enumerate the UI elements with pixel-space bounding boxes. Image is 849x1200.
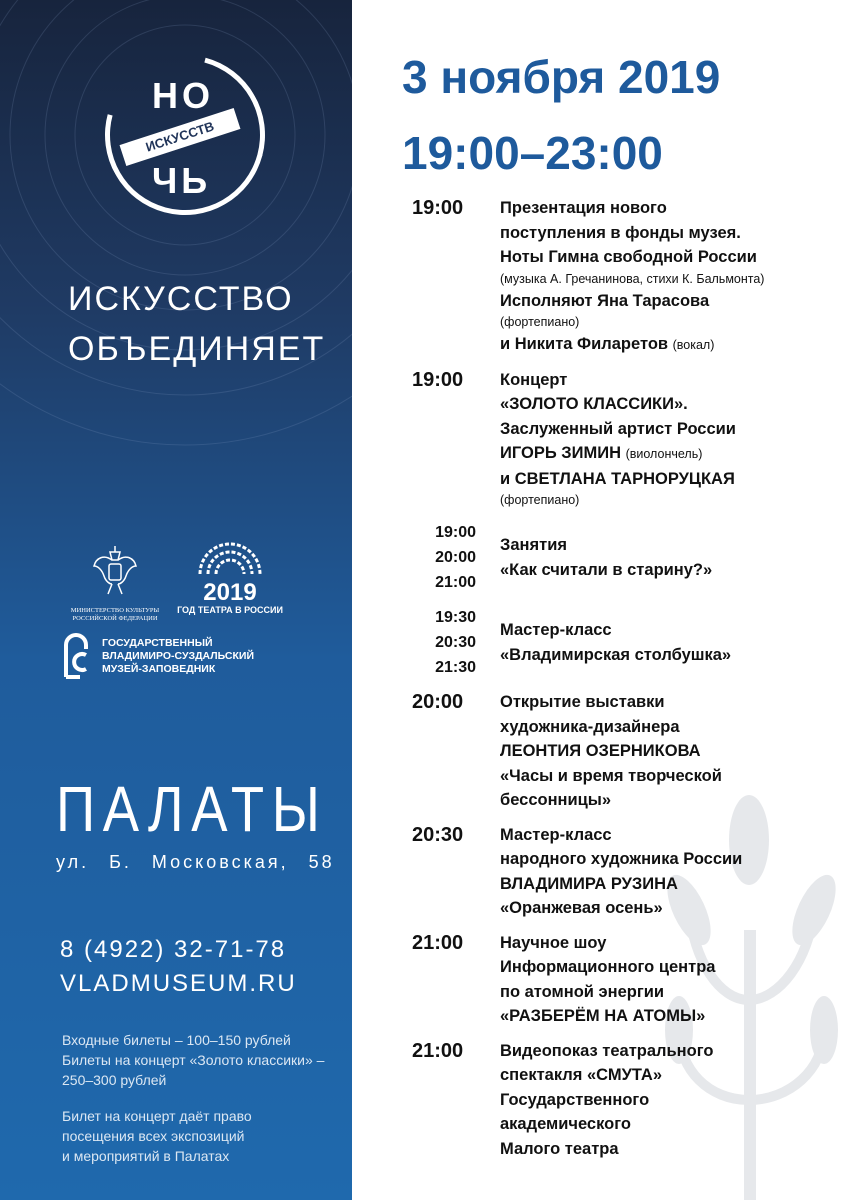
schedule-description — [500, 823, 842, 921]
phone-number: 8 (4922) 32-71-78 — [60, 936, 287, 963]
performer-note: (вокал) — [672, 338, 715, 352]
description-text: Мастер-класс — [500, 621, 612, 639]
schedule-time: 19:00 — [412, 197, 464, 219]
schedule-list — [412, 196, 842, 1171]
schedule-times — [412, 690, 500, 813]
schedule-item — [412, 368, 842, 511]
description-text: Заслуженный артист России — [500, 419, 736, 438]
ministry-logo: МИНИСТЕРСТВО КУЛЬТУРЫ РОССИЙСКОЙ ФЕДЕРАЦИИ — [60, 540, 170, 623]
schedule-description — [500, 1039, 842, 1162]
performer-note: (музыка А. Гречанинова, стихи К. Бальмонта) — [500, 271, 765, 286]
description-text: академического — [500, 1115, 631, 1133]
description-line — [500, 289, 842, 314]
description-text: Презентация нового — [500, 199, 667, 217]
event-hours: 19:00–23:00 — [402, 127, 663, 179]
description-text: бессонницы» — [500, 791, 612, 809]
schedule-time: 20:30 — [412, 823, 464, 846]
schedule-times — [412, 605, 500, 680]
description-line — [500, 313, 842, 332]
description-text: Информационного центра — [500, 958, 716, 976]
schedule-description — [500, 368, 842, 511]
theatre-arc-icon — [195, 540, 265, 576]
year-of-theatre-logo: 2019 ГОД ТЕАТРА В РОССИИ — [170, 540, 290, 615]
description-line — [500, 955, 842, 980]
description-line — [500, 332, 842, 358]
description-line — [500, 1112, 842, 1137]
slogan-line: ИСКУССТВО — [68, 280, 294, 318]
right-panel — [352, 0, 849, 1200]
description-line — [500, 392, 842, 417]
description-text: художника-дизайнера — [500, 717, 680, 736]
description-line — [500, 368, 842, 393]
description-line — [500, 491, 842, 510]
description-line — [500, 417, 842, 442]
description-line — [500, 270, 842, 289]
schedule-times — [412, 196, 500, 358]
performer-note: (фортепиано) — [500, 493, 580, 507]
description-line — [500, 245, 842, 270]
museum-emblem-icon — [62, 633, 92, 679]
schedule-time: 20:00 — [412, 691, 464, 713]
ticket-note: Билет на концерт даёт право посещения всех экспозиций и мероприятий в Палатах — [62, 1108, 252, 1164]
event-date: 3 ноября 2019 — [402, 51, 721, 103]
description-text: и Никита Филаретов — [500, 335, 673, 353]
description-line — [500, 739, 842, 764]
schedule-time: 19:00 — [435, 524, 476, 541]
description-line — [500, 618, 842, 643]
schedule-item — [412, 931, 842, 1029]
schedule-description — [500, 690, 842, 813]
schedule-times — [412, 931, 500, 1029]
schedule-item — [412, 690, 842, 813]
description-line — [500, 896, 842, 921]
description-text: ИГОРЬ ЗИМИН — [500, 444, 626, 462]
ticket-prices: Входные билеты – 100–150 рублей Билеты на концерт «Золото классики» – 250–300 рублей — [62, 1032, 325, 1088]
schedule-time: 21:30 — [435, 659, 476, 676]
schedule-item — [412, 196, 842, 358]
performer-note: (фортепиано) — [500, 315, 580, 329]
description-line — [500, 1063, 842, 1088]
description-line — [500, 1039, 842, 1064]
description-text: Открытие выставки — [500, 693, 665, 711]
schedule-time: 21:00 — [412, 1039, 464, 1062]
schedule-description — [500, 618, 842, 667]
schedule-description — [500, 931, 842, 1029]
description-text: «Оранжевая осень» — [500, 899, 663, 917]
museum-logo: ГОСУДАРСТВЕННЫЙ ВЛАДИМИРО-СУЗДАЛЬСКИЙ МУЗЕЙ-ЗАПОВЕДНИК — [62, 633, 254, 679]
description-text: спектакля «СМУТА» — [500, 1066, 663, 1084]
schedule-item — [412, 1039, 842, 1162]
description-text: народного художника России — [500, 850, 743, 868]
schedule-item — [412, 823, 842, 921]
description-text: Концерт — [500, 370, 568, 389]
schedule-time: 20:00 — [435, 549, 476, 566]
description-line — [500, 467, 842, 492]
description-line — [500, 196, 842, 221]
description-line — [500, 1004, 842, 1029]
description-text: Мастер-класс — [500, 825, 612, 844]
description-text: и СВЕТЛАНА ТАРНОРУЦКАЯ — [500, 469, 735, 488]
description-line — [500, 221, 842, 246]
description-line — [500, 533, 842, 558]
venue-name: ПАЛАТЫ — [56, 773, 328, 845]
description-text: ВЛАДИМИРА РУЗИНА — [500, 874, 678, 893]
description-line — [500, 690, 842, 715]
description-text: по атомной энергии — [500, 982, 665, 1001]
schedule-description — [500, 196, 842, 358]
description-line — [500, 847, 842, 872]
description-line — [500, 931, 842, 956]
left-panel: НО ИСКУССТВ ЧЬ ИСКУССТВО ОБЪЕДИНЯЕТ МИНИСТЕРСТВО КУЛЬТУРЫ РОССИЙСКОЙ ФЕДЕРАЦИИ 2019 ГОД ТЕАТРА В РОССИИ ГОСУДАРСТВЕННЫЙ ВЛАДИМИРО-СУЗДАЛЬСКИЙ МУЗЕЙ-ЗАПОВЕДНИК ПАЛАТЫ ул. Б. Московская, 58 8 (4922) 32-71-78 VLADMUSEUM.RU Входные билеты – 100–150 рублей Билеты на концерт «Золото классики» – 250–300 рублей Билет на концерт даёт право посещения всех экспозиций и мероприятий в Палатах — [0, 0, 352, 1200]
description-text: «РАЗБЕРЁМ НА АТОМЫ» — [500, 1007, 706, 1025]
schedule-description — [500, 533, 842, 582]
description-line — [500, 823, 842, 848]
website-link[interactable]: VLADMUSEUM.RU — [60, 970, 297, 997]
description-text: «Как считали в старину?» — [500, 560, 713, 579]
slogan-line: ОБЪЕДИНЯЕТ — [68, 330, 326, 368]
schedule-times — [412, 368, 500, 511]
description-line — [500, 643, 842, 668]
description-line — [500, 1088, 842, 1113]
venue-address: ул. Б. Московская, 58 — [56, 852, 335, 872]
description-text: Научное шоу — [500, 933, 607, 952]
description-text: «ЗОЛОТО КЛАССИКИ». — [500, 395, 688, 413]
schedule-times — [412, 520, 500, 595]
description-line — [500, 1137, 842, 1162]
description-text: Государственного — [500, 1090, 650, 1109]
description-line — [500, 788, 842, 813]
schedule-item — [412, 605, 842, 680]
description-text: Видеопоказ театрального — [500, 1041, 714, 1060]
description-text: поступления в фонды музея. — [500, 223, 741, 242]
schedule-time: 20:30 — [435, 634, 476, 651]
schedule-item — [412, 520, 842, 595]
eagle-emblem-icon — [90, 540, 140, 598]
description-line — [500, 764, 842, 789]
schedule-time: 19:00 — [412, 368, 464, 391]
description-line — [500, 980, 842, 1005]
description-line — [500, 558, 842, 583]
description-line — [500, 441, 842, 467]
description-text: «Владимирская столбушка» — [500, 645, 732, 664]
description-text: ЛЕОНТИЯ ОЗЕРНИКОВА — [500, 742, 701, 760]
description-text: Исполняют Яна Тарасова — [500, 291, 710, 310]
description-text: Занятия — [500, 536, 567, 554]
description-text: Ноты Гимна свободной России — [500, 248, 757, 266]
performer-note: (виолончель) — [625, 447, 703, 461]
description-line — [500, 872, 842, 897]
schedule-time: 19:30 — [435, 609, 476, 626]
description-line — [500, 715, 842, 740]
schedule-time: 21:00 — [412, 931, 464, 954]
schedule-times — [412, 1039, 500, 1162]
schedule-times — [412, 823, 500, 921]
description-text: «Часы и время творческой — [500, 766, 722, 785]
schedule-time: 21:00 — [435, 574, 476, 591]
description-text: Малого театра — [500, 1139, 619, 1158]
